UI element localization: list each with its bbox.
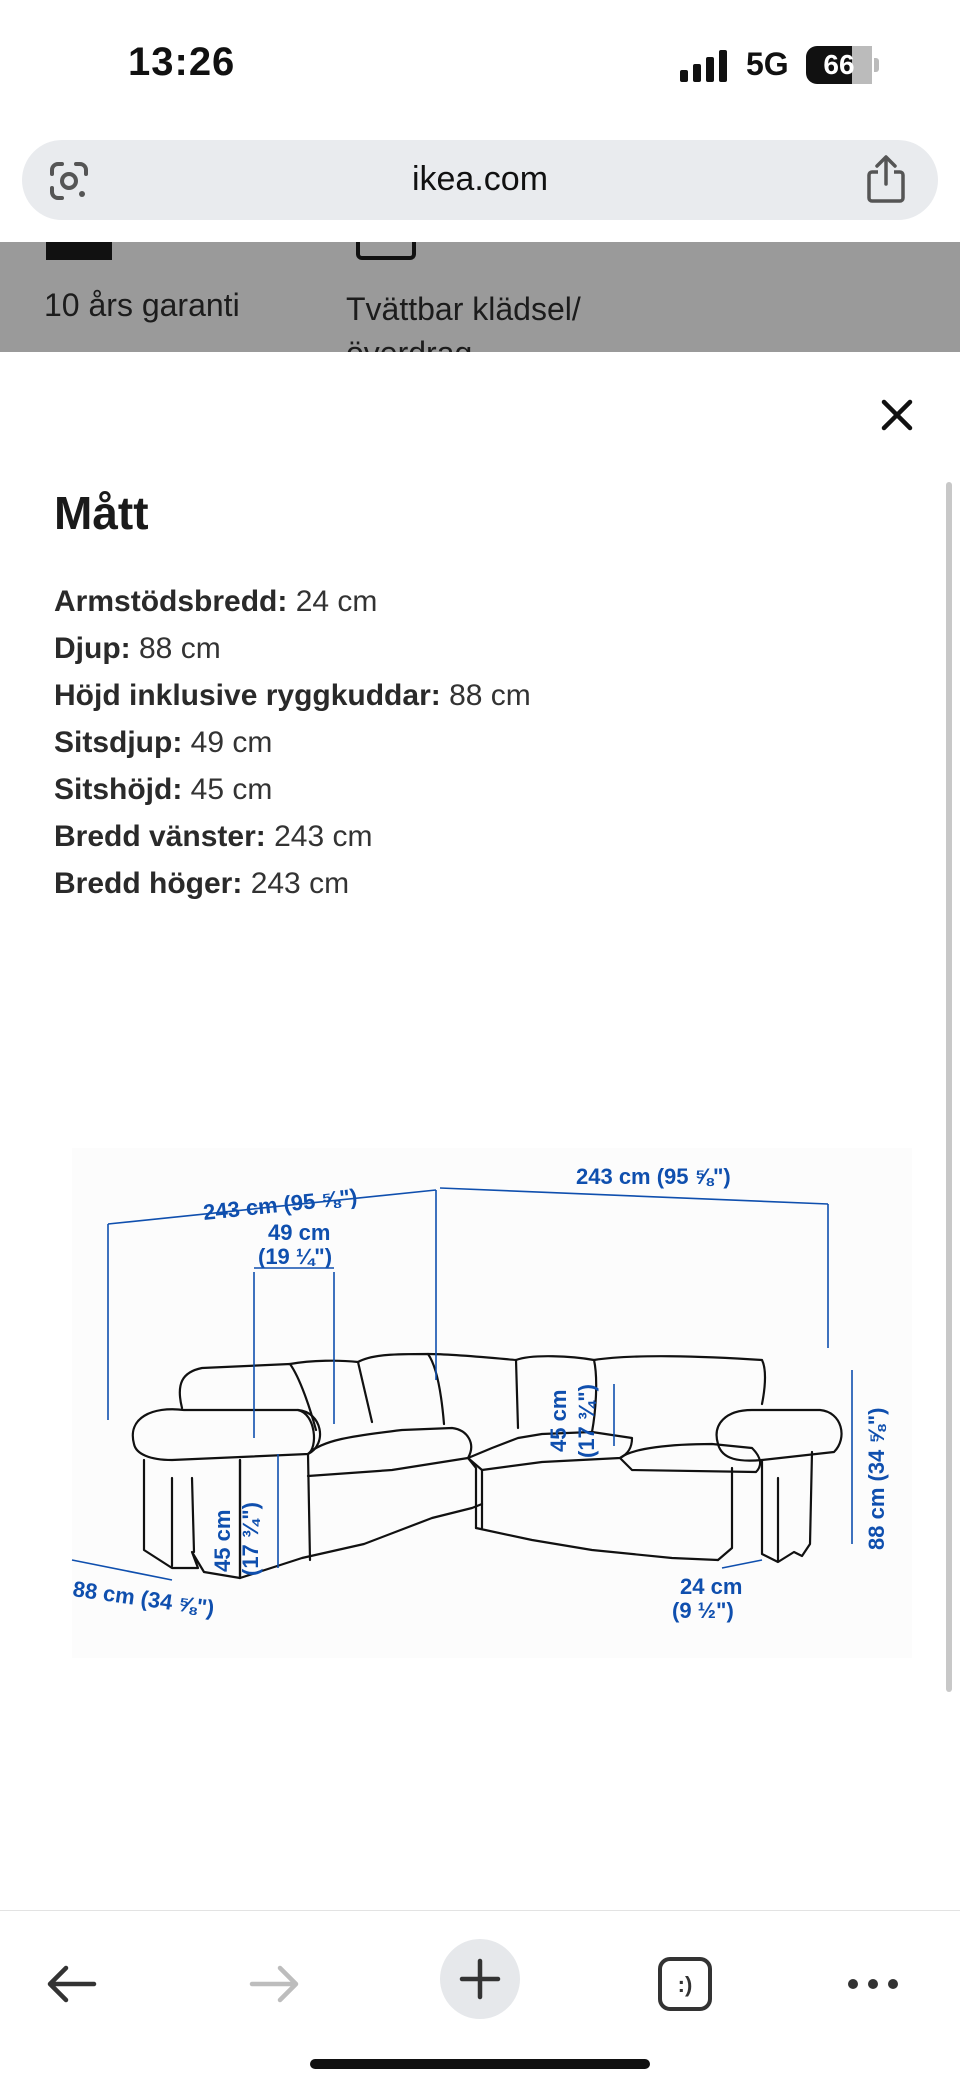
dim-seat-height-right-imperial: (17 ¾")	[574, 1383, 599, 1458]
warranty-icon	[46, 242, 112, 260]
sheet-title: Mått	[54, 487, 149, 539]
spec-value: 49 cm	[190, 726, 273, 759]
dimensions-sheet	[0, 352, 960, 1910]
status-bar	[0, 0, 960, 130]
spec-list	[54, 578, 531, 907]
spec-label: Armstödsbredd:	[54, 585, 288, 618]
tab-switcher-icon[interactable]	[650, 1949, 720, 2019]
spec-row	[54, 672, 531, 719]
battery-level: 66	[823, 49, 855, 80]
spec-value: 24 cm	[295, 585, 378, 618]
dim-seat-height-left-metric: 45 cm	[210, 1509, 235, 1572]
more-icon[interactable]	[838, 1949, 908, 2019]
page-backdrop[interactable]	[0, 242, 960, 352]
address-bar[interactable]	[22, 140, 938, 220]
spec-label: Bredd höger:	[54, 867, 243, 900]
dim-seat-depth-metric: 49 cm	[268, 1220, 331, 1245]
spec-row	[54, 860, 531, 907]
spec-row	[54, 813, 531, 860]
battery-tip	[874, 58, 879, 72]
washable-icon	[356, 242, 416, 260]
spec-row	[54, 719, 531, 766]
dim-armrest-metric: 24 cm	[680, 1574, 743, 1599]
spec-label: Bredd vänster:	[54, 820, 266, 853]
url-text[interactable]: ikea.com	[411, 160, 549, 198]
home-indicator[interactable]	[310, 2059, 650, 2069]
spec-value: 45 cm	[190, 773, 273, 806]
network-type: 5G	[746, 46, 789, 82]
spec-value: 243 cm	[274, 820, 373, 853]
spec-row	[54, 578, 531, 625]
dim-seat-height-left-imperial: (17 ¾")	[238, 1501, 263, 1576]
sofa-dimension-diagram	[72, 1148, 912, 1658]
svg-text::): :)	[677, 1972, 693, 1997]
spec-value: 88 cm	[138, 632, 221, 665]
close-icon[interactable]	[872, 390, 922, 440]
signal-strength-icon	[680, 50, 730, 82]
feature-washable-line1: Tvättbar klädsel/	[346, 291, 581, 327]
spec-row	[54, 625, 531, 672]
dim-left-width: 243 cm (95 ⅝")	[201, 1183, 359, 1225]
spec-label: Sitshöjd:	[54, 773, 183, 806]
spec-value: 243 cm	[250, 867, 350, 900]
arrow-left-icon[interactable]	[36, 1949, 106, 2019]
battery-icon	[806, 46, 872, 84]
browser-toolbar	[0, 1910, 960, 2082]
plus-icon	[458, 1957, 502, 2001]
dim-seat-depth-imperial: (19 ¼")	[258, 1244, 333, 1269]
share-icon[interactable]	[864, 154, 908, 204]
dim-right-width: 243 cm (95 ⅝")	[576, 1164, 731, 1189]
dim-depth: 88 cm (34 ⅝")	[71, 1576, 216, 1621]
dim-armrest-imperial: (9 ½")	[672, 1598, 734, 1623]
dim-seat-height-right-metric: 45 cm	[546, 1389, 571, 1452]
feature-warranty: 10 års garanti	[44, 287, 240, 323]
spec-label: Sitsdjup:	[54, 726, 183, 759]
spec-label: Höjd inklusive ryggkuddar:	[54, 679, 441, 712]
spec-row	[54, 766, 531, 813]
sofa-drawing	[72, 1148, 912, 1658]
new-tab-button[interactable]	[440, 1939, 520, 2019]
spec-label: Djup:	[54, 632, 131, 665]
dimension-lines	[72, 1188, 852, 1580]
arrow-right-icon[interactable]	[240, 1949, 310, 2019]
dim-height: 88 cm (34 ⅝")	[864, 1407, 889, 1550]
spec-value: 88 cm	[449, 679, 531, 712]
scrollbar[interactable]	[946, 482, 952, 1692]
status-time: 13:26	[128, 40, 236, 84]
